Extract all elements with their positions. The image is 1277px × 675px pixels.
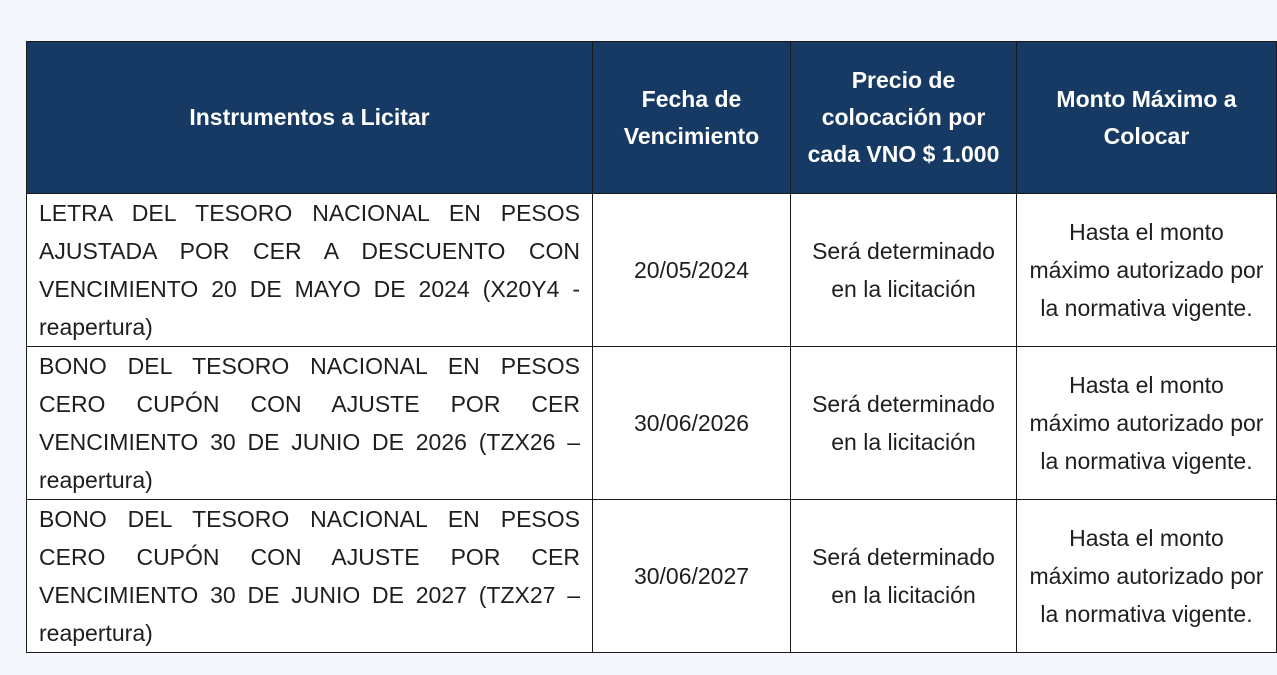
table-body [27,194,1277,653]
header-precio-colocacion: Precio de colocación por cada VNO $ 1.000 [791,42,1017,194]
header-row [27,42,1277,194]
header-monto-maximo: Monto Máximo a Colocar [1017,42,1277,194]
cell-fecha: 30/06/2027 [593,500,791,653]
table-row [27,194,1277,347]
table-row [27,347,1277,500]
cell-monto: Hasta el monto máximo autorizado por la normativa vigente. [1017,347,1277,500]
header-fecha-vencimiento: Fecha de Vencimiento [593,42,791,194]
header-instrumentos: Instrumentos a Licitar [27,42,593,194]
cell-fecha: 30/06/2026 [593,347,791,500]
table-row [27,500,1277,653]
cell-instrumento: BONO DEL TESORO NACIONAL EN PESOS CERO CUPÓN CON AJUSTE POR CER VENCIMIENTO 30 DE JUNIO DE 2026 (TZX26 – reapertura) [27,347,593,500]
cell-precio: Será determinado en la licitación [791,500,1017,653]
cell-precio: Será determinado en la licitación [791,347,1017,500]
cell-precio: Será determinado en la licitación [791,194,1017,347]
cell-instrumento: LETRA DEL TESORO NACIONAL EN PESOS AJUSTADA POR CER A DESCUENTO CON VENCIMIENTO 20 DE MAYO DE 2024 (X20Y4 - reapertura) [27,194,593,347]
cell-fecha: 20/05/2024 [593,194,791,347]
licitacion-table [26,41,1277,653]
table-header [27,42,1277,194]
cell-monto: Hasta el monto máximo autorizado por la normativa vigente. [1017,500,1277,653]
cell-instrumento: BONO DEL TESORO NACIONAL EN PESOS CERO CUPÓN CON AJUSTE POR CER VENCIMIENTO 30 DE JUNIO DE 2027 (TZX27 – reapertura) [27,500,593,653]
cell-monto: Hasta el monto máximo autorizado por la normativa vigente. [1017,194,1277,347]
